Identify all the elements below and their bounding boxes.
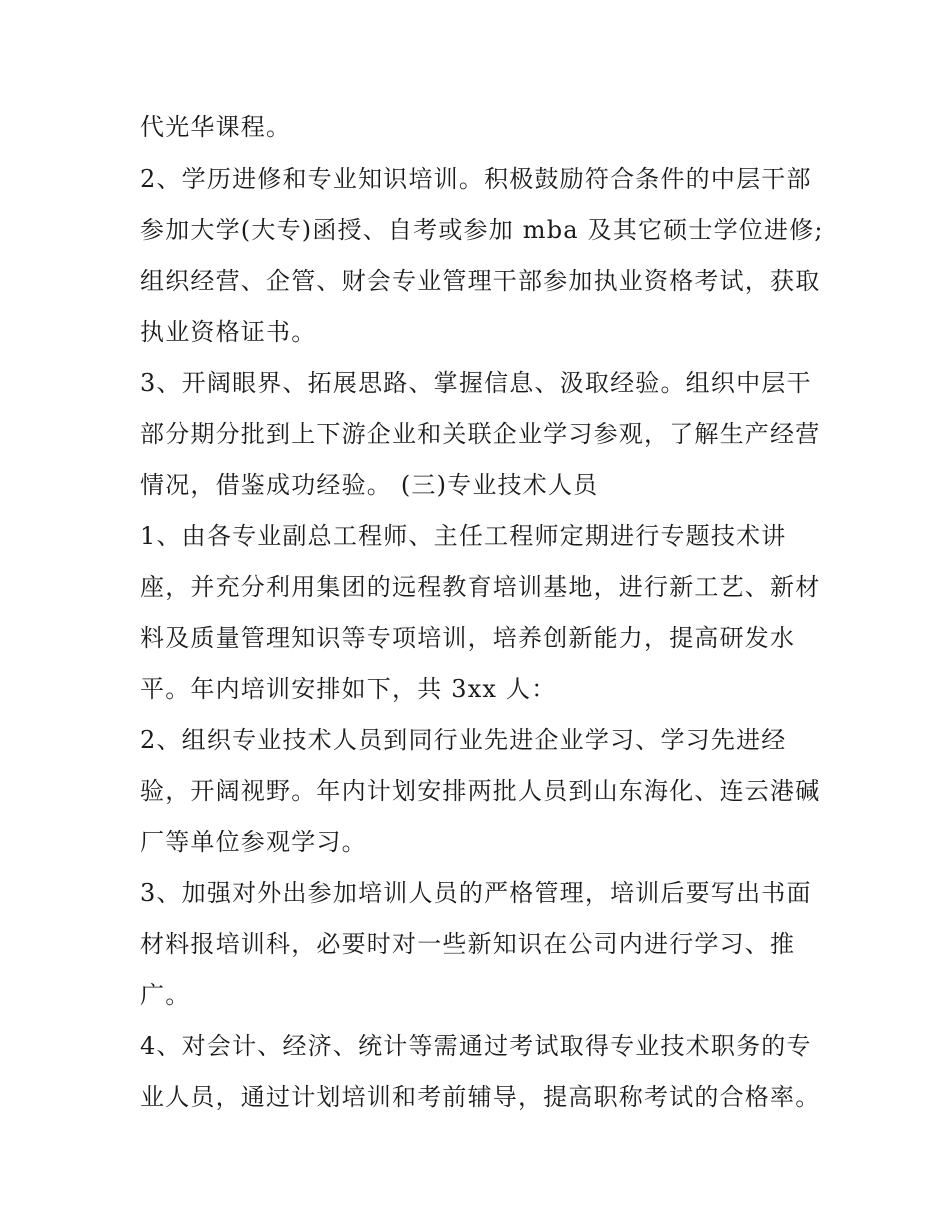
text-line: 座，并充分利用集团的远程教育培训基地，进行新工艺、新材 bbox=[140, 573, 821, 601]
text-line: 验，开阔视野。年内计划安排两批人员到山东海化、连云港碱 bbox=[140, 777, 821, 805]
text-line: 情况，借鉴成功经验。 (三)专业技术人员 bbox=[140, 471, 599, 499]
text-line: 代光华课程。 bbox=[140, 113, 292, 141]
text-line: 1、由各专业副总工程师、主任工程师定期进行专题技术讲 bbox=[140, 522, 787, 550]
text-line: 参加大学(大专)函授、自考或参加 mba 及其它硕士学位进修; bbox=[140, 216, 824, 244]
text-line: 执业资格证书。 bbox=[140, 318, 317, 346]
text-line: 2、组织专业技术人员到同行业先进企业学习、学习先进经 bbox=[140, 726, 787, 754]
text-line: 材料报培训科，必要时对一些新知识在公司内进行学习、推 bbox=[140, 930, 796, 958]
text-line: 厂等单位参观学习。 bbox=[140, 828, 367, 856]
text-line: 3、开阔眼界、拓展思路、掌握信息、汲取经验。组织中层干 bbox=[140, 369, 812, 397]
text-line: 3、加强对外出参加培训人员的严格管理，培训后要写出书面 bbox=[140, 879, 812, 907]
text-line: 部分期分批到上下游企业和关联企业学习参观，了解生产经营 bbox=[140, 420, 821, 448]
text-line: 料及质量管理知识等专项培训，培养创新能力，提高研发水 bbox=[140, 624, 796, 652]
text-line: 4、对会计、经济、统计等需通过考试取得专业技术职务的专 bbox=[140, 1032, 812, 1060]
text-line: 业人员，通过计划培训和考前辅导，提高职称考试的合格率。 bbox=[140, 1083, 821, 1111]
text-line: 广。 bbox=[140, 981, 191, 1009]
text-line: 平。年内培训安排如下，共 3xx 人： bbox=[140, 675, 557, 703]
text-line: 组织经营、企管、财会专业管理干部参加执业资格考试，获取 bbox=[140, 267, 821, 295]
text-line: 2、学历进修和专业知识培训。积极鼓励符合条件的中层干部 bbox=[140, 165, 812, 193]
